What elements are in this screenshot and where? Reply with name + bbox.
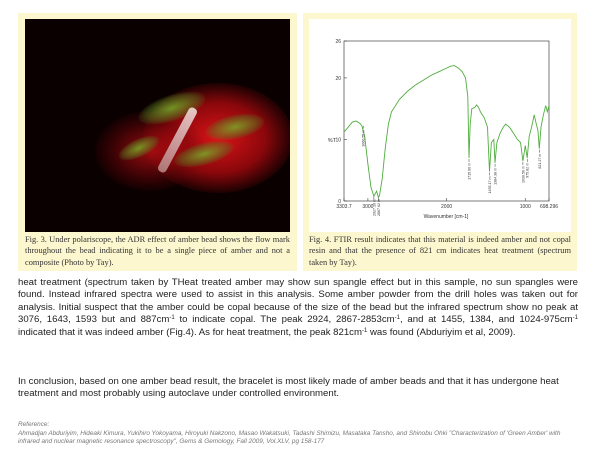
y-tick-label: 26 [335,39,341,45]
spectrum-line [344,66,549,198]
x-tick-label: 1000 [519,204,531,210]
ftir-spectrum-svg [309,19,571,232]
y-axis-label: %T [327,138,336,144]
x-tick-label: 3303.7 [336,204,352,210]
peak-label: 1715.00 m [467,162,472,180]
peak-label: 2867.62 m [376,199,381,216]
y-tick-label: 10 [335,137,341,144]
amber-bead-polariscope-photo [25,19,290,232]
peak-label: 3060.55 m [361,129,366,147]
superscript-unit: -1 [394,315,400,322]
figure-4 [303,13,577,271]
body-paragraph-1: heat treatment (spectrum taken by THeat treated amber may show sun spangle effect but in this sample, no sun spangles were found. Instead infrared spectra were used to assist in this analysis. Some amber powder from the drill holes was taken out for analysis. Initial suspect that the amber could be copal because of the size of the bead but the infrared spectrum show no peak at 3076, 1643, 1593 but and $887cm^{-1}$ to indicate copal. The peak 2924, $2867-2853cm^{-1}$, and at 1455, 1384, and $1024-975cm^{-1}$ indicated that it was indeed amber (Fig.4). As for heat treatment, the peak $821cm^{-1}$ was found (Abduriyim et al, 2009). [18,277,578,338]
ftir-chart [309,19,571,232]
figure-4-caption: Fig. 4. FTIR result indicates that this material is indeed amber and not copal resin and that the presence of 821 cm indicates heat treatment (spectrum taken by Tay). [309,235,571,267]
y-tick-label: 0 [338,199,341,205]
figure-3 [18,13,297,271]
x-tick-label: 698.296 [539,204,559,210]
body-paragraph-2: In conclusion, based on one amber bead result, the bracelet is most likely made of amber beads and that it has undergone heat treatment and most probably using autoclave under controlled environment. [18,376,559,400]
reference-title: Reference: [18,421,50,428]
superscript-unit: -1 [572,315,578,322]
superscript-unit: -1 [361,327,368,334]
superscript-unit: -1 [169,315,175,322]
peak-label: 2927.10 m [372,199,377,216]
plot-frame [344,41,549,201]
peak-label: 1030.56 m [521,166,526,183]
y-tick-label: 20 [335,75,341,82]
peak-label: 821.27 m [537,153,542,169]
x-axis-label: Wavenumber [cm-1] [423,214,469,220]
figure-3-caption: Fig. 3. Under polariscope, the ADR effect of amber bead shows the flow mark throughout the bead indicating it to be a single piece of amber and not a composite (Photo by Tay). [25,235,290,267]
peak-label: 1455.17 m [487,176,492,194]
x-tick-label: 3000 [362,204,374,210]
reference-text: Ahmadjan Abduriyim, Hideaki Kimura, Yukihiro Yokoyama, Hiroyuki Nakzono, Masao Wakatsuki, Tadashi Shimizu, Masataka Tansho, and Shinobu Ohki "Characterization of 'Green Amber' with infrared and nuclear magnetic resonance spectroscopy", Gems & Gemology, Fall 2009, Vol.XLV, pg 158-177 [18,430,561,446]
peak-label: 975.82 m [525,162,530,178]
x-tick-label: 2000 [441,204,453,210]
peak-label: 1384.38 m [493,167,498,185]
